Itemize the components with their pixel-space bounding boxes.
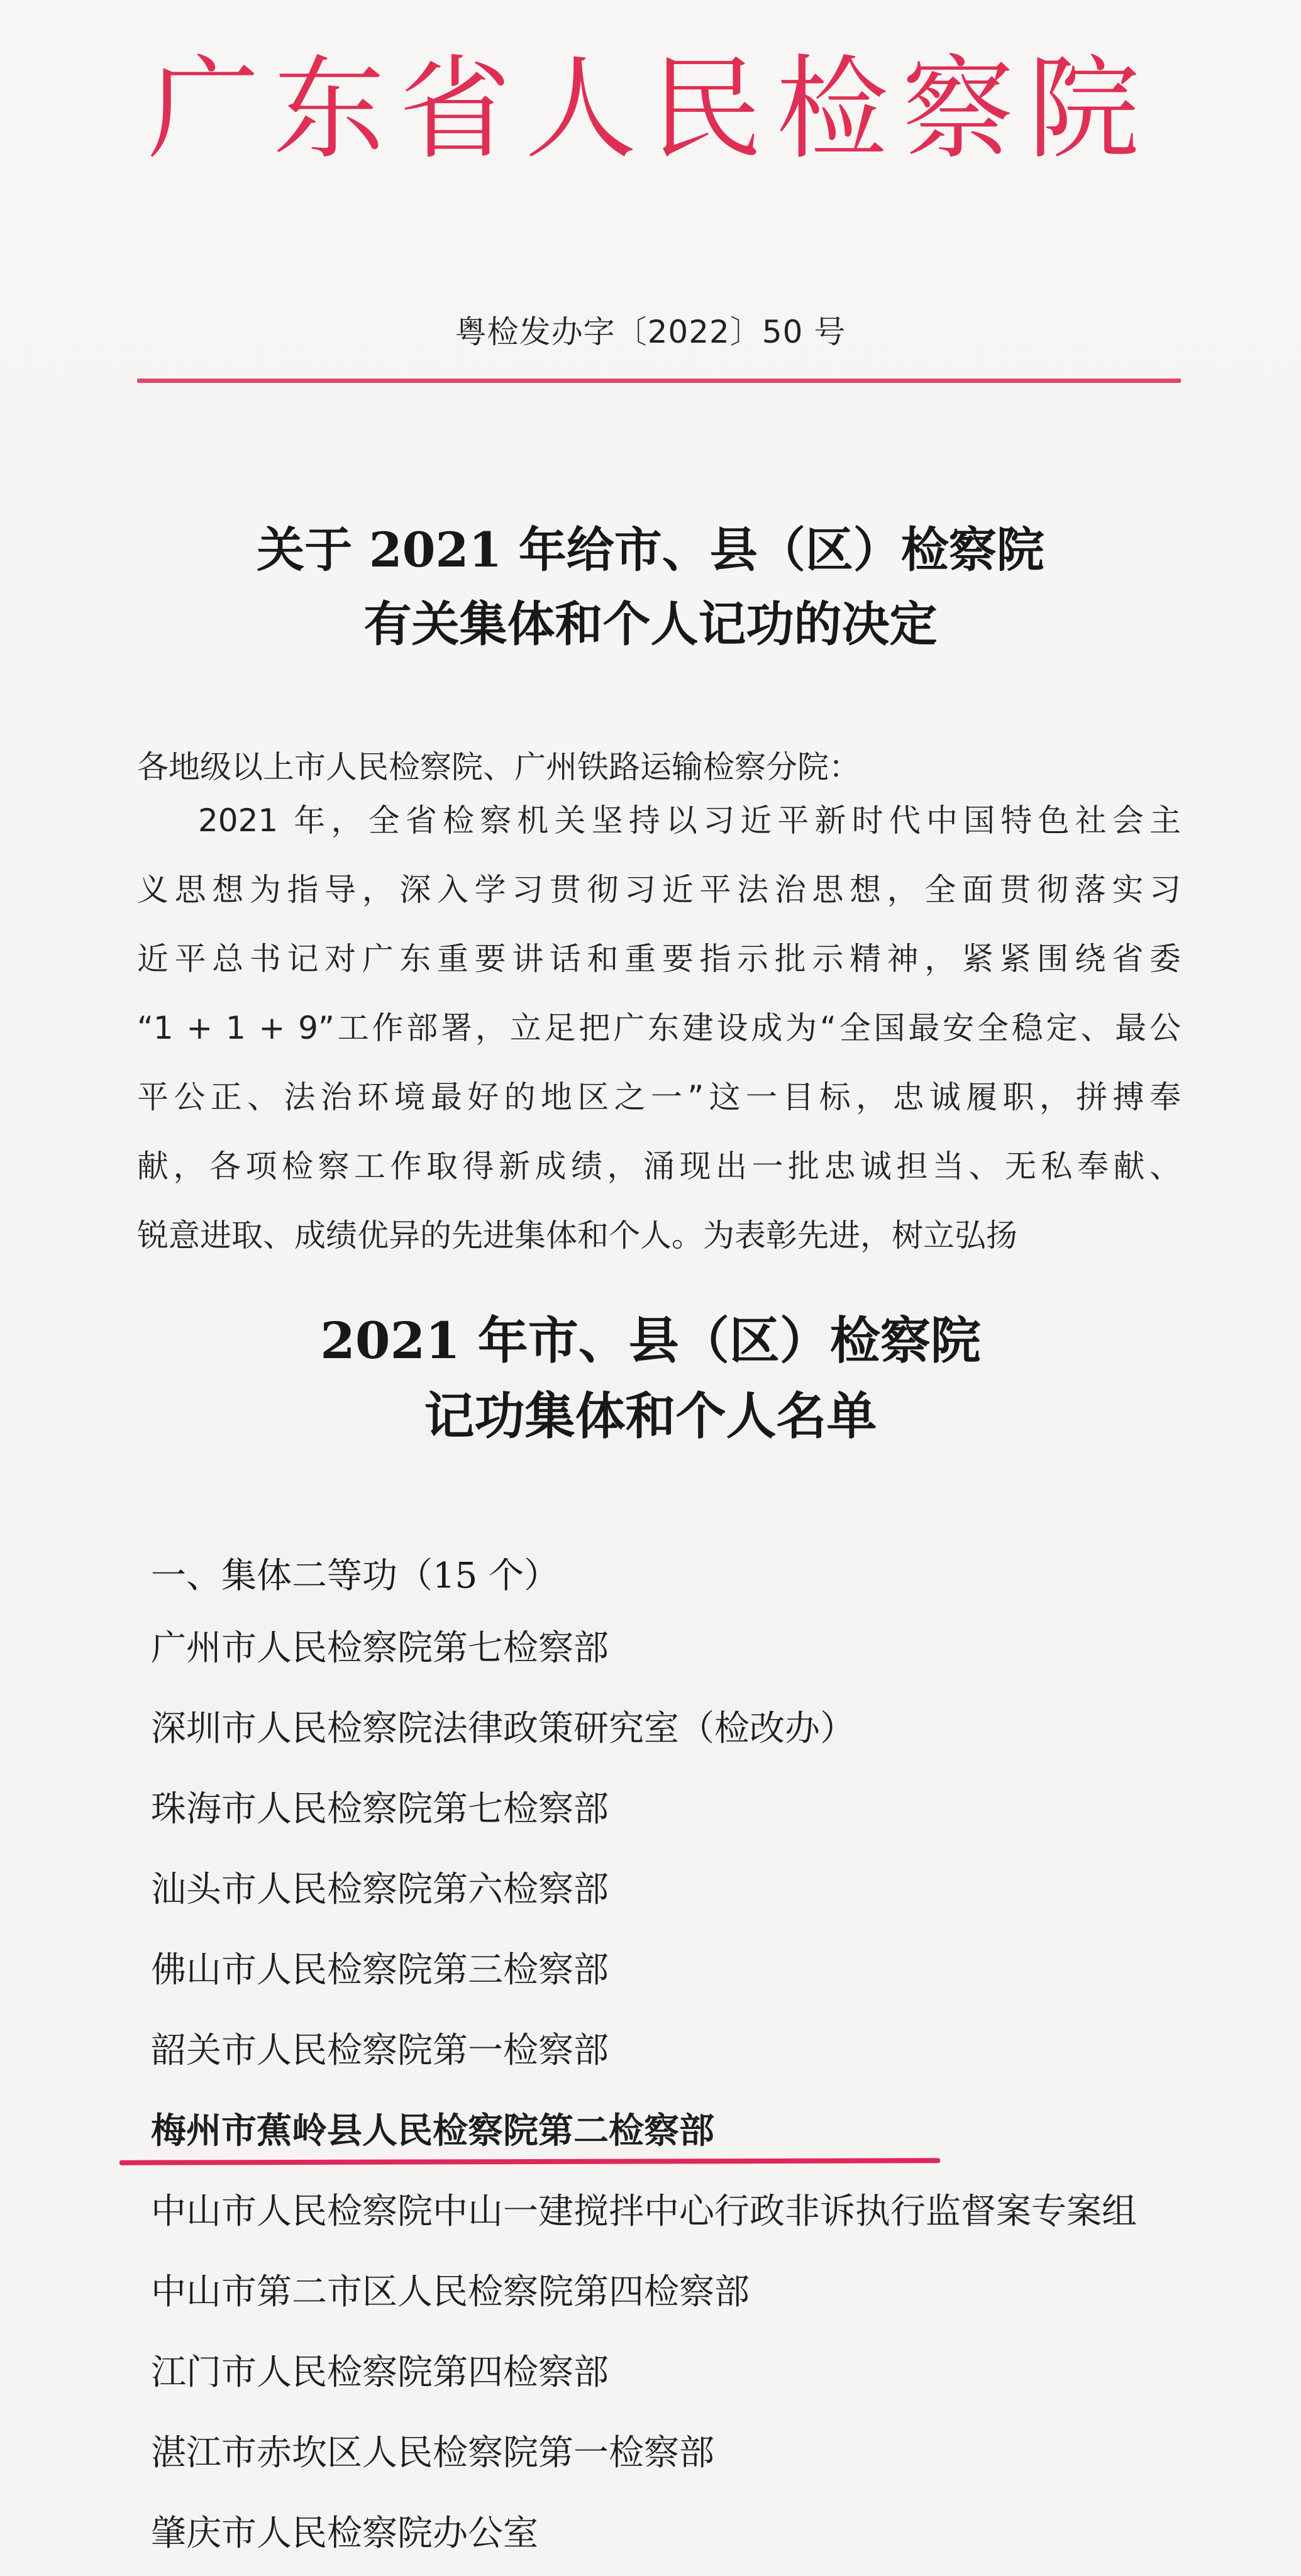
list-item: 江门市人民检察院第四检察部 bbox=[151, 2352, 609, 2393]
list-item: 深圳市人民检察院法律政策研究室（检改办） bbox=[151, 1708, 855, 1749]
issuer-title: 广东省人民检察院 bbox=[147, 44, 1154, 174]
body-paragraph-line: 锐意进取、成绩优异的先进集体和个人。为表彰先进，树立弘扬 bbox=[137, 1217, 1017, 1254]
list-item: 肇庆市人民检察院办公室 bbox=[151, 2513, 538, 2554]
list-item-highlighted: 梅州市蕉岭县人民检察院第二检察部 bbox=[151, 2111, 714, 2152]
list-item: 广州市人民检察院第七检察部 bbox=[151, 1628, 609, 1669]
document-number: 粤检发办字〔2022〕50 号 bbox=[455, 314, 846, 350]
list-title-line-1: 2021 年市、县（区）检察院 bbox=[320, 1311, 981, 1370]
body-paragraph-line: 近平总书记对广东重要讲话和重要指示批示精神，紧紧围绕省委 bbox=[137, 941, 1181, 977]
body-paragraph-line: 献，各项检察工作取得新成绩，涌现出一批忠诚担当、无私奉献、 bbox=[137, 1148, 1181, 1185]
list-item: 中山市第二市区人民检察院第四检察部 bbox=[151, 2272, 750, 2313]
list-item: 佛山市人民检察院第三检察部 bbox=[151, 1950, 609, 1991]
list-title-line-2: 记功集体和个人名单 bbox=[424, 1386, 877, 1446]
body-paragraph-line: 平公正、法治环境最好的地区之一”这一目标，忠诚履职，拼搏奉 bbox=[137, 1079, 1181, 1115]
list-item: 汕头市人民检察院第六检察部 bbox=[151, 1869, 609, 1910]
salutation: 各地级以上市人民检察院、广州铁路运输检察分院： bbox=[137, 749, 860, 785]
body-paragraph-line: 义思想为指导，深入学习贯彻习近平法治思想，全面贯彻落实习 bbox=[137, 871, 1181, 908]
decision-title-line-2: 有关集体和个人记功的决定 bbox=[363, 596, 938, 652]
list-item: 韶关市人民检察院第一检察部 bbox=[151, 2030, 609, 2071]
list-item: 珠海市人民检察院第七检察部 bbox=[151, 1789, 609, 1830]
red-divider-line bbox=[137, 379, 1181, 383]
body-paragraph-line: 2021 年，全省检察机关坚持以习近平新时代中国特色社会主 bbox=[198, 802, 1181, 839]
decision-title-line-1: 关于 2021 年给市、县（区）检察院 bbox=[257, 522, 1044, 578]
list-item: 中山市人民检察院中山一建搅拌中心行政非诉执行监督案专案组 bbox=[151, 2191, 1137, 2232]
section-heading: 一、集体二等功（15 个） bbox=[151, 1556, 560, 1596]
body-paragraph-line: “1 + 1 + 9”工作部署，立足把广东建设成为“全国最安全稳定、最公 bbox=[137, 1010, 1181, 1046]
list-item: 湛江市赤坎区人民检察院第一检察部 bbox=[151, 2433, 714, 2474]
red-underline-annotation bbox=[119, 2158, 940, 2165]
